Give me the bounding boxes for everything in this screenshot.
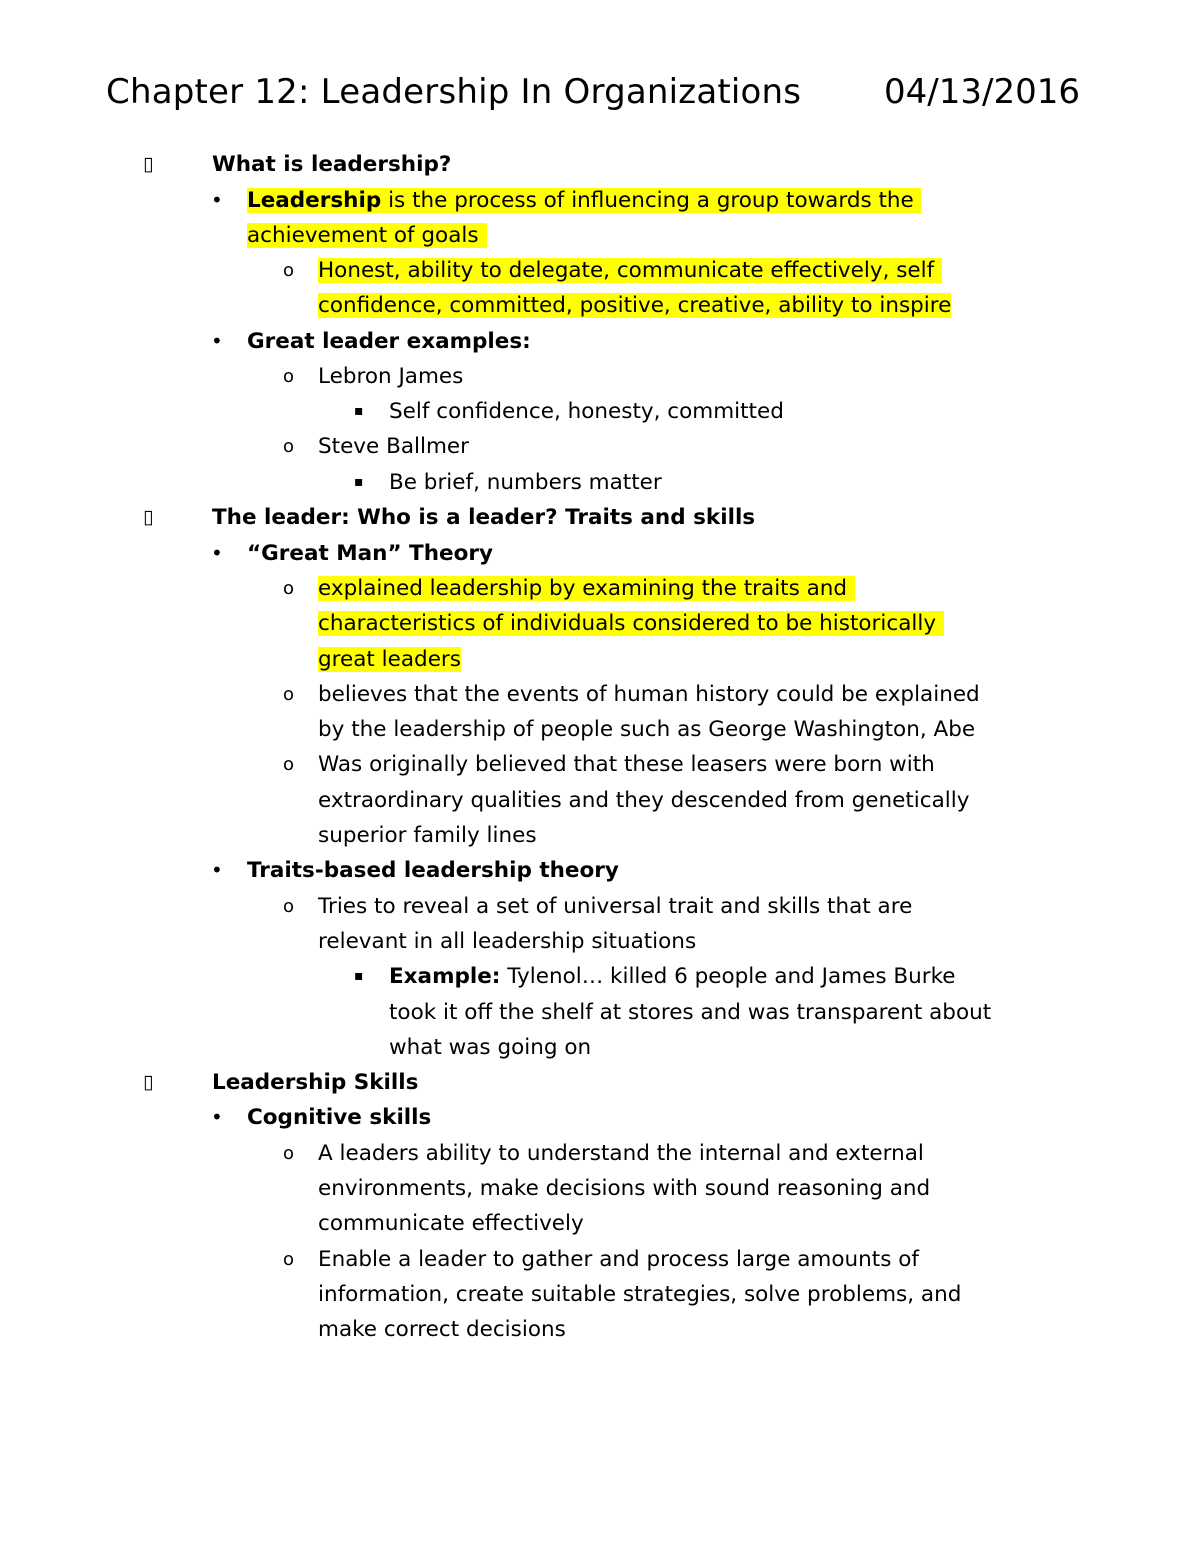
theory-point <box>318 571 855 606</box>
theory-point: believes that the events of human history could be explained <box>318 682 980 707</box>
traits-line-2 <box>318 288 951 323</box>
level3-bullet-icon: o <box>283 260 295 281</box>
theory-text: explained leadership by examining the traits and <box>318 576 855 601</box>
level3-bullet-icon: o <box>283 578 295 599</box>
theory-point <box>318 642 461 677</box>
section-heading: The leader: Who is a leader? Traits and skills <box>212 505 756 530</box>
level2-bullet-icon: • <box>211 858 223 882</box>
skill-point: A leaders ability to understand the internal and external <box>318 1141 924 1166</box>
theory-point: extraordinary qualities and they descended from genetically <box>318 788 970 813</box>
level3-bullet-icon: o <box>283 684 295 705</box>
level2-bullet-icon: • <box>211 329 223 353</box>
example-text: Tylenol… killed 6 people and James Burke <box>500 964 956 989</box>
theory-point <box>318 606 944 641</box>
theory-point: relevant in all leadership situations <box>318 929 697 954</box>
level3-bullet-icon: o <box>283 366 295 387</box>
skill-point: Enable a leader to gather and process large amounts of <box>318 1247 919 1272</box>
example-name: Steve Ballmer <box>318 434 469 459</box>
theory-point: by the leadership of people such as George Washington, Abe <box>318 717 976 742</box>
theory-text: characteristics of individuals considered to be historically <box>318 611 944 636</box>
definition-term: Leadership <box>247 188 382 213</box>
level3-bullet-icon: o <box>283 896 295 917</box>
level4-bullet-icon: ▪ <box>354 968 364 984</box>
theory-point: superior family lines <box>318 823 537 848</box>
level4-bullet-icon: ▪ <box>354 474 364 490</box>
example-line <box>389 959 955 994</box>
traits-text-2: confidence, committed, positive, creative, ability to inspire <box>318 293 952 318</box>
page-title: Chapter 12: Leadership In Organizations <box>106 72 802 112</box>
definition-line-2 <box>247 218 487 253</box>
theory-point: Tries to reveal a set of universal trait and skills that are <box>318 894 913 919</box>
example-detail: Be brief, numbers matter <box>389 470 662 495</box>
example-detail: Self confidence, honesty, committed <box>389 399 784 424</box>
example-label: Example: <box>389 964 501 989</box>
section-heading: Leadership Skills <box>212 1070 419 1095</box>
level2-bullet-icon: • <box>211 188 223 212</box>
theory-label: “Great Man” Theory <box>247 541 494 566</box>
example-name: Lebron James <box>318 364 464 389</box>
level3-bullet-icon: o <box>283 1143 295 1164</box>
theory-point: Was originally believed that these leasers were born with <box>318 752 935 777</box>
definition-text-2: achievement of goals <box>247 223 487 248</box>
definition-text: is the process of influencing a group towards the <box>381 188 914 213</box>
example-line: took it off the shelf at stores and was transparent about <box>389 1000 992 1025</box>
level2-bullet-icon: • <box>211 541 223 565</box>
traits-line <box>318 253 942 288</box>
examples-label: Great leader examples: <box>247 329 531 354</box>
level1-bullet-icon: ▯ <box>143 153 154 175</box>
skill-point: make correct decisions <box>318 1317 566 1342</box>
traits-text: Honest, ability to delegate, communicate effectively, self <box>318 258 942 283</box>
level3-bullet-icon: o <box>283 436 295 457</box>
level3-bullet-icon: o <box>283 754 295 775</box>
theory-text: great leaders <box>318 647 461 672</box>
skill-point: communicate effectively <box>318 1211 584 1236</box>
level1-bullet-icon: ▯ <box>143 1071 154 1093</box>
definition-line <box>247 183 921 218</box>
skill-point: information, create suitable strategies, solve problems, and <box>318 1282 962 1307</box>
level4-bullet-icon: ▪ <box>354 403 364 419</box>
skill-point: environments, make decisions with sound reasoning and <box>318 1176 931 1201</box>
level3-bullet-icon: o <box>283 1249 295 1270</box>
theory-label: Traits-based leadership theory <box>247 858 619 883</box>
section-heading: What is leadership? <box>212 152 452 177</box>
page-date: 04/13/2016 <box>884 72 1080 112</box>
level2-bullet-icon: • <box>211 1105 223 1129</box>
level1-bullet-icon: ▯ <box>143 506 154 528</box>
example-line: what was going on <box>389 1035 592 1060</box>
skill-label: Cognitive skills <box>247 1105 432 1130</box>
